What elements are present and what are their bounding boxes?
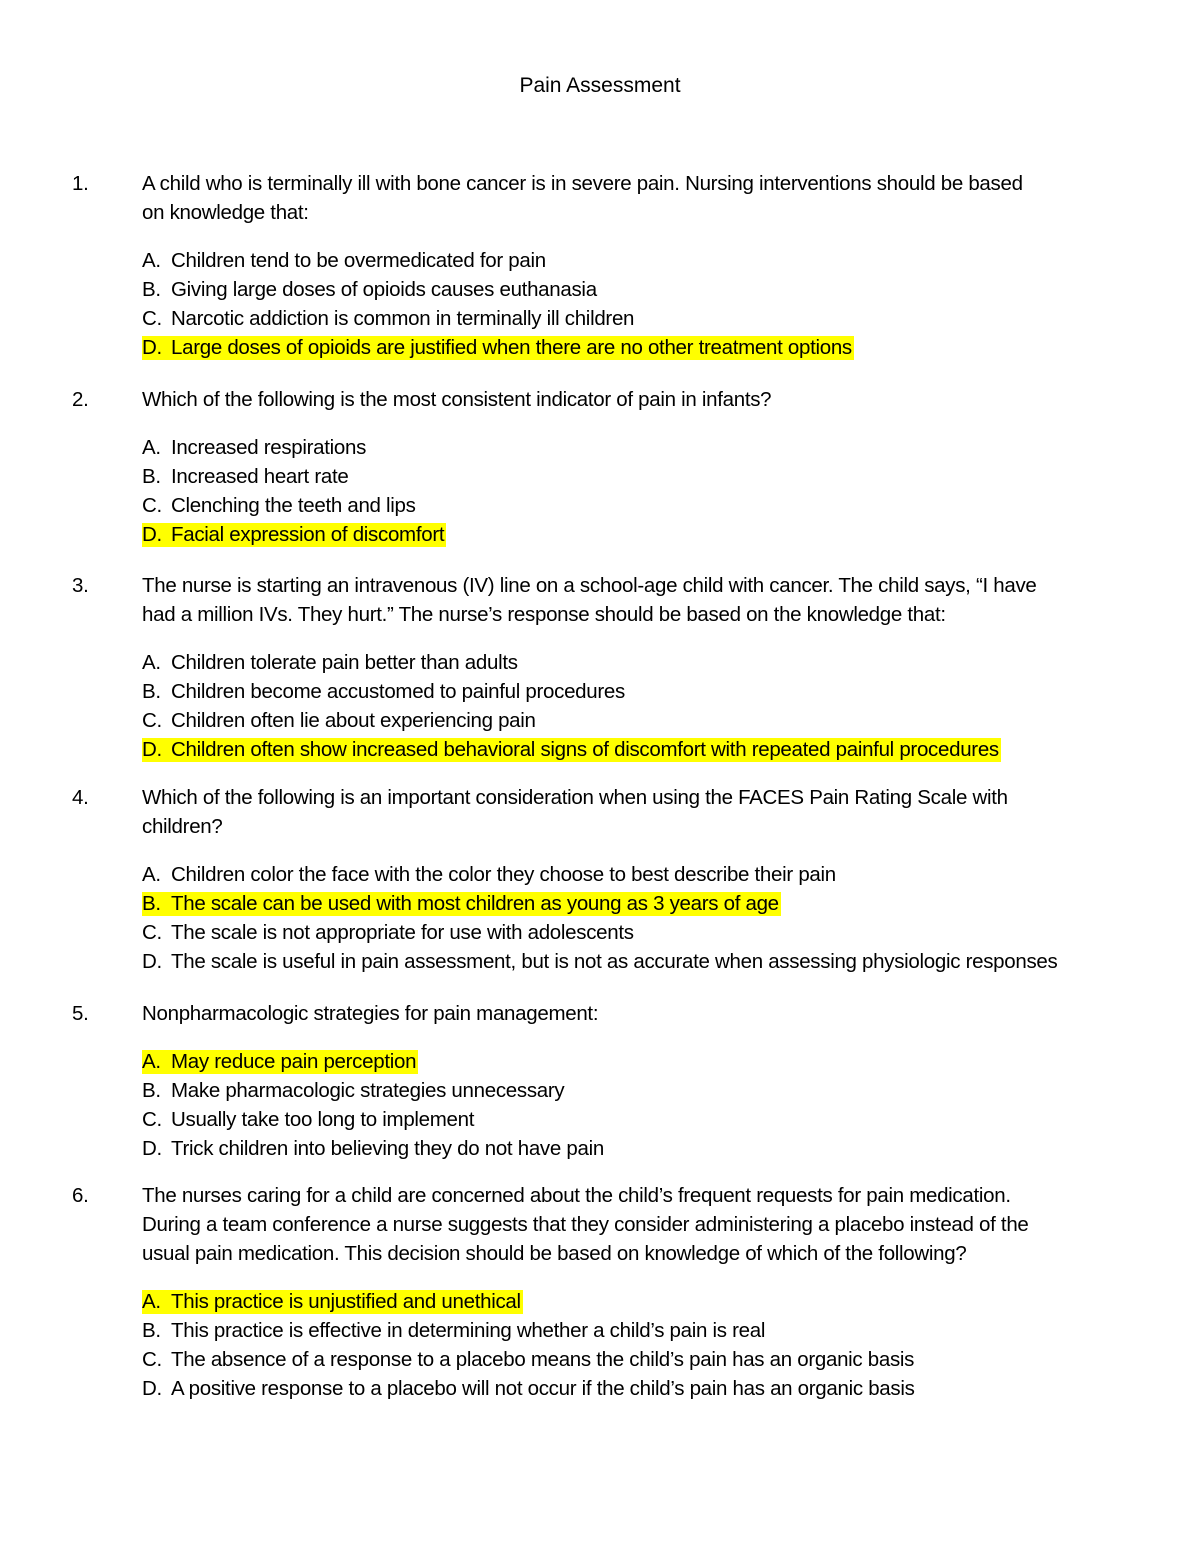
question-text: Nonpharmacologic strategies for pain management: [142, 1002, 599, 1025]
question-number: 5. [72, 1002, 89, 1025]
question-number: 4. [72, 786, 89, 809]
answer-option: C. Usually take too long to implement [142, 1108, 475, 1131]
question-number: 6. [72, 1184, 89, 1207]
question-text: The nurse is starting an intravenous (IV) line on a school-age child with cancer. The child says, “I have had a million IVs. They hurt.” The nurse’s response should be based on the knowledge that: [142, 574, 1037, 626]
answer-option: A. Children tolerate pain better than adults [142, 651, 518, 674]
answer-option: B. Make pharmacologic strategies unnecessary [142, 1079, 565, 1102]
answer-option-highlighted: D. Facial expression of discomfort [142, 523, 445, 546]
question-number: 3. [72, 574, 89, 597]
answer-option: A. Children color the face with the color they choose to best describe their pain [142, 863, 836, 886]
answer-option: C. Narcotic addiction is common in terminally ill children [142, 307, 635, 330]
answer-option: D. A positive response to a placebo will not occur if the child’s pain has an organic basis [142, 1377, 915, 1400]
answer-option: B. Increased heart rate [142, 465, 349, 488]
question-6 [72, 1181, 1128, 1403]
answer-option-highlighted: D. Large doses of opioids are justified when there are no other treatment options [142, 336, 852, 359]
answer-option: A. Increased respirations [142, 436, 367, 459]
question-text: Which of the following is the most consistent indicator of pain in infants? [142, 388, 772, 411]
answer-option: C. The scale is not appropriate for use with adolescents [142, 921, 634, 944]
question-5 [72, 999, 1128, 1163]
answer-option-highlighted: D. Children often show increased behavioral signs of discomfort with repeated painful procedures [142, 738, 999, 761]
answer-option: C. Clenching the teeth and lips [142, 494, 416, 517]
page-title: Pain Assessment [519, 74, 681, 97]
answer-option: C. Children often lie about experiencing pain [142, 709, 536, 732]
answer-option: B. This practice is effective in determining whether a child’s pain is real [142, 1319, 766, 1342]
question-text: Which of the following is an important consideration when using the FACES Pain Rating Scale with children? [142, 786, 1008, 838]
answer-option-highlighted: A. May reduce pain perception [142, 1050, 417, 1073]
answer-option: C. The absence of a response to a placebo means the child’s pain has an organic basis [142, 1348, 915, 1371]
answer-option: D. The scale is useful in pain assessment, but is not as accurate when assessing physiologic responses [142, 950, 1058, 973]
answer-option: D. Trick children into believing they do not have pain [142, 1137, 604, 1160]
question-3 [72, 571, 1128, 764]
question-number: 1. [72, 172, 89, 195]
answer-option: B. Giving large doses of opioids causes euthanasia [142, 278, 597, 301]
question-text: A child who is terminally ill with bone cancer is in severe pain. Nursing interventions should be based on knowledge that: [142, 172, 1023, 224]
question-number: 2. [72, 388, 89, 411]
question-2 [72, 385, 1128, 549]
question-text: The nurses caring for a child are concerned about the child’s frequent requests for pain medication. During a team conference a nurse suggests that they consider administering a placebo instead of the usual pain medication. This decision should be based on knowledge of which of the following? [142, 1184, 1029, 1265]
answer-option: A. Children tend to be overmedicated for pain [142, 249, 546, 272]
answer-option-highlighted: B. The scale can be used with most children as young as 3 years of age [142, 892, 779, 915]
question-1 [72, 169, 1128, 362]
question-4 [72, 783, 1128, 976]
answer-option-highlighted: A. This practice is unjustified and unethical [142, 1290, 521, 1313]
answer-option: B. Children become accustomed to painful procedures [142, 680, 625, 703]
